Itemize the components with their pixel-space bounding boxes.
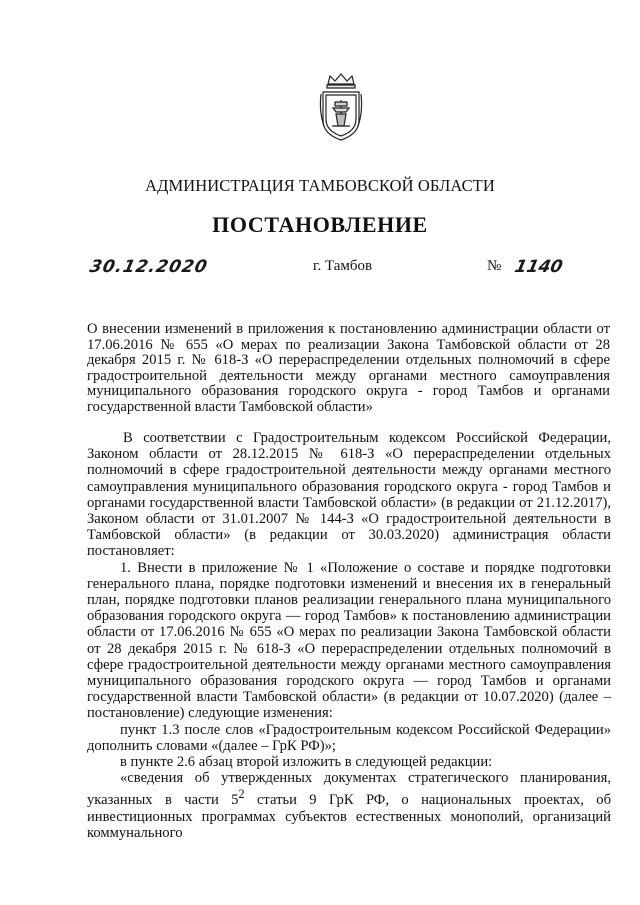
document-body [87,430,611,841]
document-subject: О внесении изменений в приложения к постановлению администрации области от 17.06.2016 № 655 «О мерах по реализации Закона Тамбовской области от 28 декабря 2015 г. № 618-З «О перераспределении отдельных полномочий в сфере градостроительной деятельности между органами местного самоуправления муниципального образования городского округа - город Тамбов и органами государственной власти Тамбовской области» [87,321,610,415]
coat-of-arms-icon [318,72,364,142]
clause-1-paragraph: 1. Внести в приложение № 1 «Положение о составе и порядке подготовки генерального плана, порядке подготовки изменений и внесения их в генеральный план, порядке подготовки планов реализации генерального плана муниципального образования городского округа — город Тамбов» к постановлению администрации области от 17.06.2016 № 655 «О мерах по реализации Закона Тамбовской области от 28 декабря 2015 г. № 618-З «О перераспределении отдельных полномочий в сфере градостроительной деятельности между органами местного самоуправления муниципального образования городского округа — город Тамбов и органами государственной власти Тамбовской области» (в редакции от 10.07.2020) (далее – постановление) следующие изменения: [87,559,611,722]
document-number-label: № [487,258,502,274]
document-date: 30.12.2020 [87,257,210,277]
document-city: г. Тамбов [313,258,373,274]
superscript-index: 2 [238,787,245,802]
clause-2-6-amendment: в пункте 2.6 абзац второй изложить в следующей редакции: [120,754,493,771]
document-type-title: ПОСТАНОВЛЕНИЕ [212,212,428,237]
issuing-authority: АДМИНИСТРАЦИЯ ТАМБОВСКОЙ ОБЛАСТИ [145,176,495,195]
document-number: 1140 [512,257,565,277]
preamble-paragraph: В соответствии с Градостроительным кодексом Российской Федерации, Законом области от 28.12.2015 № 618-З «О перераспределении отдельных полномочий в сфере градостроительной деятельности между органами местного самоуправления муниципального образования городского округа - город Тамбов и органами государственной власти Тамбовской области» (в редакции от 21.12.2017), Законом области от 31.01.2007 № 144-З «О градостроительной деятельности в Тамбовской области» (в редакции от 30.03.2020) администрация области постановляет: [87,430,611,560]
quoted-new-text [87,770,611,841]
quoted-text-part-2: статьи 9 ГрК РФ, о национальных проектах, об инвестиционных программах субъектов естественных монополий, организаций коммунального [87,792,611,841]
quoted-text-part-1: «сведения об утвержденных документах стратегического планирования, указанных в части 5 [87,770,611,809]
clause-1-3-amendment: пункт 1.3 после слов «Градостроительным кодексом Российской Федерации» дополнить словами «(далее – ГрК РФ)»; [87,721,611,754]
